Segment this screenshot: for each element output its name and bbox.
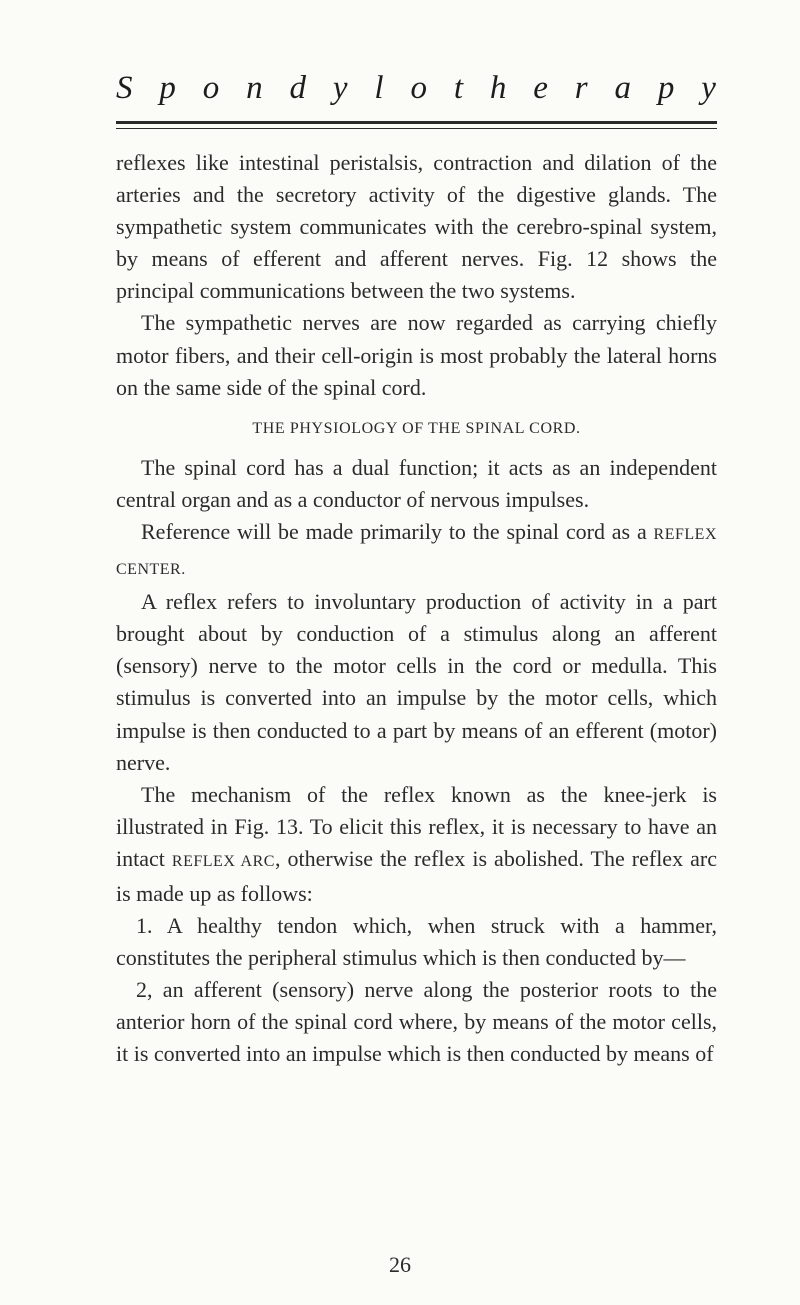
paragraph xyxy=(116,779,717,910)
running-head-letter: l xyxy=(374,70,384,106)
paragraph xyxy=(116,516,717,586)
running-head-letter: y xyxy=(701,70,716,106)
running-head-letter: o xyxy=(410,70,427,106)
running-head-letter: a xyxy=(614,70,631,106)
small-caps-term: REFLEX ARC xyxy=(171,852,275,870)
running-head-letter: r xyxy=(574,70,588,106)
running-head-letter: d xyxy=(289,70,306,106)
page-number: 26 xyxy=(389,1252,411,1277)
running-head-letter: e xyxy=(533,70,548,106)
paragraph-text: , otherwise the reflex is abolished. The reflex arc is made up as follows: xyxy=(116,845,717,906)
running-head-letter: t xyxy=(453,70,463,106)
running-head-letter: h xyxy=(489,70,507,106)
list-item: 1. A healthy tendon which, when struck with a hammer, constitutes the peripheral stimulus which is then conducted by— xyxy=(116,913,717,971)
header-rule-thick xyxy=(116,121,717,124)
running-head-letter: p xyxy=(159,70,176,106)
paragraph: The spinal cord has a dual function; it acts as an independent central organ and as a conductor of nervous impulses. xyxy=(116,454,717,512)
paragraph-text: The mechanism of the reflex known as the knee-jerk is illustrated in Fig. 13. To elicit this reflex, it is necessary to have an intact xyxy=(116,781,717,871)
running-head-letter: y xyxy=(332,70,348,106)
paragraph: reflexes like intestinal peristalsis, contraction and dilation of the arteries and the secretory activity of the digestive glands. The sympathetic system communicates with the cerebro-spinal system, by means of efferent and afferent nerves. Fig. 12 shows the principal communications between the two systems. xyxy=(116,150,717,304)
paragraph-text: Reference will be made primarily to the spinal cord as a xyxy=(141,518,654,544)
paragraph: The sympathetic nerves are now regarded as carrying chiefly motor fibers, and their cell-origin is most probably the lateral horns on the same side of the spinal cord. xyxy=(116,310,717,400)
list-item: 2, an afferent (sensory) nerve along the posterior roots to the anterior horn of the spinal cord where, by means of the motor cells, it is converted into an impulse which is then conducted by means of xyxy=(116,977,717,1067)
body-text xyxy=(116,147,717,1071)
running-head xyxy=(116,66,716,110)
section-heading: THE PHYSIOLOGY OF THE SPINAL CORD. xyxy=(252,419,581,437)
paragraph: A reflex refers to involuntary production of activity in a part brought about by conduction of a stimulus along an afferent (sensory) nerve to the motor cells in the cord or medulla. This stimulus is converted into an impulse by the motor cells, which impulse is then conducted to a part by means of an efferent (motor) nerve. xyxy=(116,589,717,775)
running-head-letter: o xyxy=(202,70,220,106)
running-head-letter: p xyxy=(657,70,675,106)
running-head-letter: S xyxy=(116,70,133,106)
small-caps-term: REFLEX CENTER. xyxy=(116,525,717,579)
header-rule-thin xyxy=(116,128,717,129)
running-head-letter: n xyxy=(246,70,263,106)
